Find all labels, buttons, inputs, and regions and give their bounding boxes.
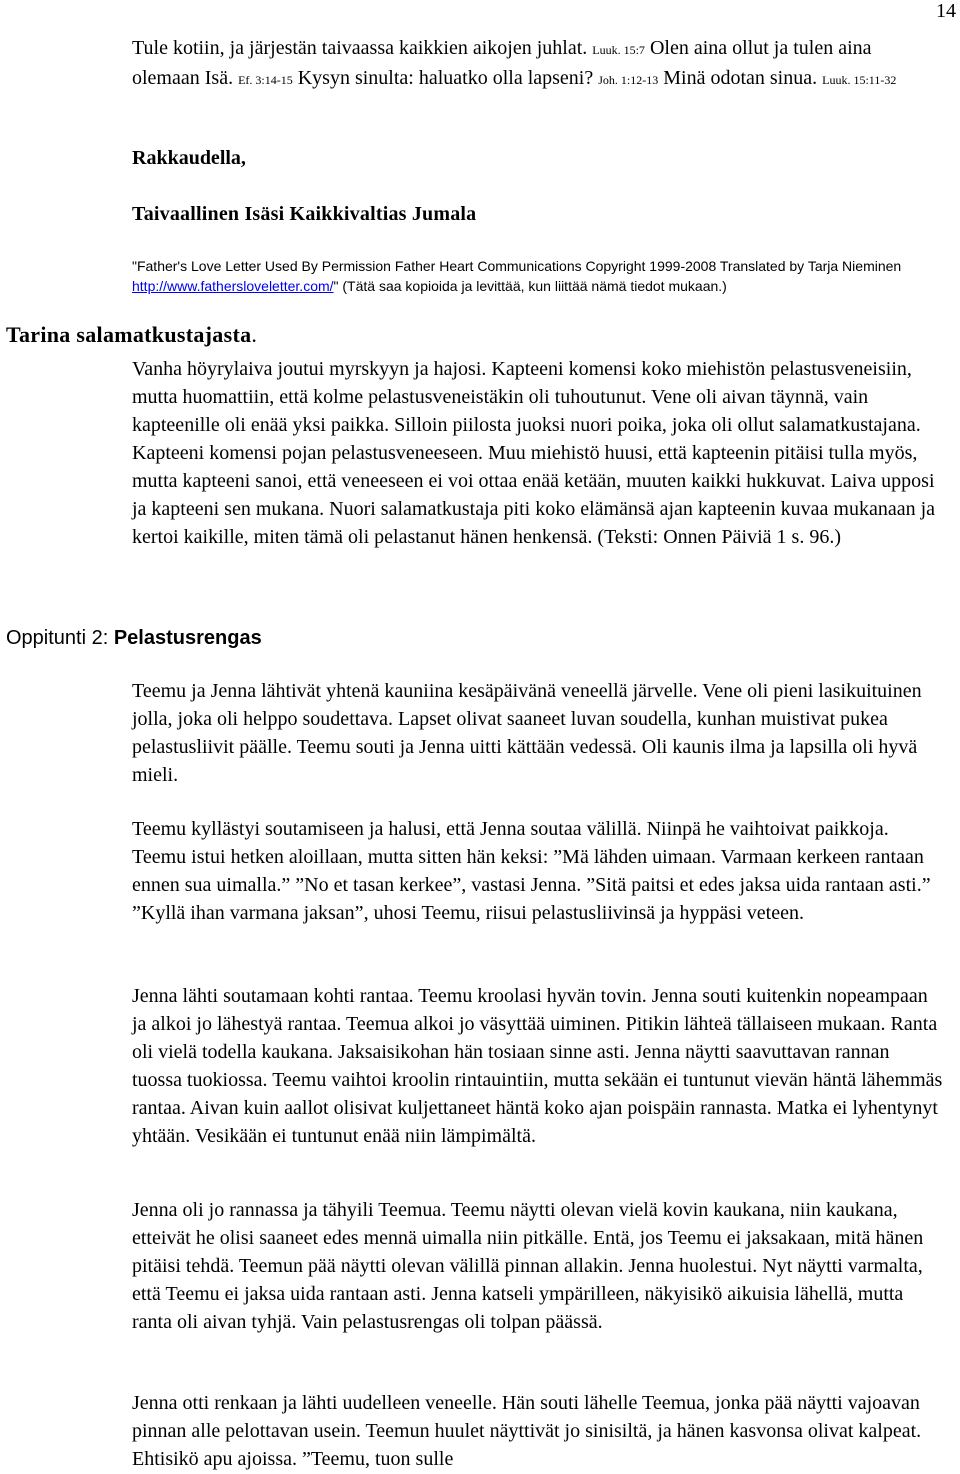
bible-reference: Luuk. 15:11-32 xyxy=(822,73,897,87)
paragraph-2: Teemu kyllästyi soutamiseen ja halusi, että Jenna soutaa välillä. Niinpä he vaihtoivat paikkoja. Teemu istui hetken aloillaan, mutta sitten hän keksi: ”Mä lähden uimaan. Varmaan kerkeen rantaan ennen sua uimalla.” ”No et tasan kerkee”, vastasi Jenna. ”Sitä paitsi et edes jaksa uida rantaan asti.” ”Kyllä ihan varmana jaksan”, uhosi Teemu, riisui pelastusliivinsä ja hyppäsi veteen. xyxy=(132,818,931,924)
story-body: Vanha höyrylaiva joutui myrskyyn ja hajosi. Kapteeni komensi koko miehistön pelastusveneisiin, mutta huomattiin, että kolme pelastusveneistäkin oli tuhoutunut. Vene oli aivan täynnä, vain kapteenille oli enää yksi paikka. Silloin piilosta juoksi nuori poika, joka oli ollut salamatkustajana. Kapteeni komensi pojan pelastusveneeseen. Muu miehistö huusi, että kapteenin pitäisi tulla myös, mutta kapteeni sanoi, että veneeseen ei voi ottaa enää ketään, muuten kaikki hukkuvat. Laiva upposi ja kapteeni sen mukana. Nuori salamatkustaja piti koko elämänsä ajan kapteenin kuvaa mukanaan ja kertoi kaikille, miten tämä oli pelastanut hänen henkensä. (Teksti: Onnen Päiviä 1 s. 96.) xyxy=(132,358,936,548)
story-title xyxy=(6,322,257,348)
paragraph-5: Jenna otti renkaan ja lähti uudelleen veneelle. Hän souti lähelle Teemua, jonka pää näytti vajoavan pinnan alle pelottavan usein. Teemun huulet näyttivät jo sinisiltä, ja hänen kasvonsa olivat kalpeat. Ehtisikö apu ajoissa. ”Teemu, tuon sulle xyxy=(132,1392,922,1470)
paragraph-3: Jenna lähti soutamaan kohti rantaa. Teemu kroolasi hyvän tovin. Jenna souti kuitenkin nopeampaan ja alkoi jo lähestyä rantaa. Teemua alkoi jo väsyttää uiminen. Pitikin lähteä tällaiseen mukaan. Ranta oli vielä todella kaukana. Jaksaisikohan hän tosiaan sinne asti. Jenna näytti saavuttavan rannan tuossa tuokiossa. Teemu vaihtoi kroolin rintauintiin, mutta sekään ei tuntunut vievän häntä lähemmäs rantaa. Aivan kuin aallot olisivat kuljettaneet häntä koko ajan poispäin rannasta. Matka ei lyhentynyt yhtään. Vesikään ei tuntunut enää niin lämpimältä. xyxy=(132,985,943,1147)
paragraph-4: Jenna oli jo rannassa ja tähyili Teemua. Teemu näytti olevan vielä kovin kaukana, niin kaukana, etteivät he olisi saaneet edes mennä uimalla niin pitkälle. Entä, jos Teemu ei jaksakaan, mitä hänen pitäisi tehdä. Teemun pää näytti olevan välillä pinnan allakin. Jenna huolestui. Nyt näytti varmalta, että Teemu ei jaksa uida rantaan asti. Jenna katseli ympärilleen, näkyisikö aikuisia lähellä, mutta ranta oli aivan tyhjä. Vain pelastusrengas oli tolpan päässä. xyxy=(132,1199,924,1333)
paragraph-1: Teemu ja Jenna lähtivät yhtenä kauniina kesäpäivänä veneellä järvelle. Vene oli pieni lasikuituinen jolla, joka oli helppo soudettava. Lapset olivat saaneet luvan soudella, kunhan muistivat pukea pelastusliivit päälle. Teemu souti ja Jenna uitti kättään vedessä. Oli kaunis ilma ja lapsilla oli hyvä mieli. xyxy=(132,680,922,786)
signature: Taivaallinen Isäsi Kaikkivaltias Jumala xyxy=(132,203,477,225)
bible-reference: Luuk. 15:7 xyxy=(592,43,645,57)
intro-text xyxy=(132,34,932,94)
intro-sentence: Kysyn sinulta: haluatko olla lapseni? xyxy=(297,67,594,89)
bible-reference: Joh. 1:12-13 xyxy=(598,73,659,87)
intro-sentence: Olen aina ollut ja tulen aina olemaan Isä. xyxy=(132,37,872,89)
lesson-heading xyxy=(6,624,262,652)
story-title-text: Tarina salamatkustajasta xyxy=(6,322,252,347)
lesson-title: Pelastusrengas xyxy=(113,627,262,649)
intro-sentence: Tule kotiin, ja järjestän taivaassa kaikkien aikojen juhlat. xyxy=(132,37,588,59)
intro-sentence: Minä odotan sinua. xyxy=(663,67,818,89)
fathersloveletter-link[interactable]: http://www.fathersloveletter.com/ xyxy=(132,278,334,294)
lesson-label: Oppitunti 2: xyxy=(6,627,114,649)
bible-reference: Ef. 3:14-15 xyxy=(238,73,293,87)
credit-text: "Father's Love Letter Used By Permission Father Heart Communications Copyright 1999-2008 Translated by Tarja Nieminen xyxy=(132,258,902,274)
credit-note: " (Tätä saa kopioida ja levittää, kun liittää nämä tiedot mukaan.) xyxy=(333,278,727,294)
copyright-credit xyxy=(132,256,942,296)
story-title-dot: . xyxy=(251,322,258,347)
sign-off: Rakkaudella, xyxy=(132,147,246,169)
page-number: 14 xyxy=(936,0,956,22)
